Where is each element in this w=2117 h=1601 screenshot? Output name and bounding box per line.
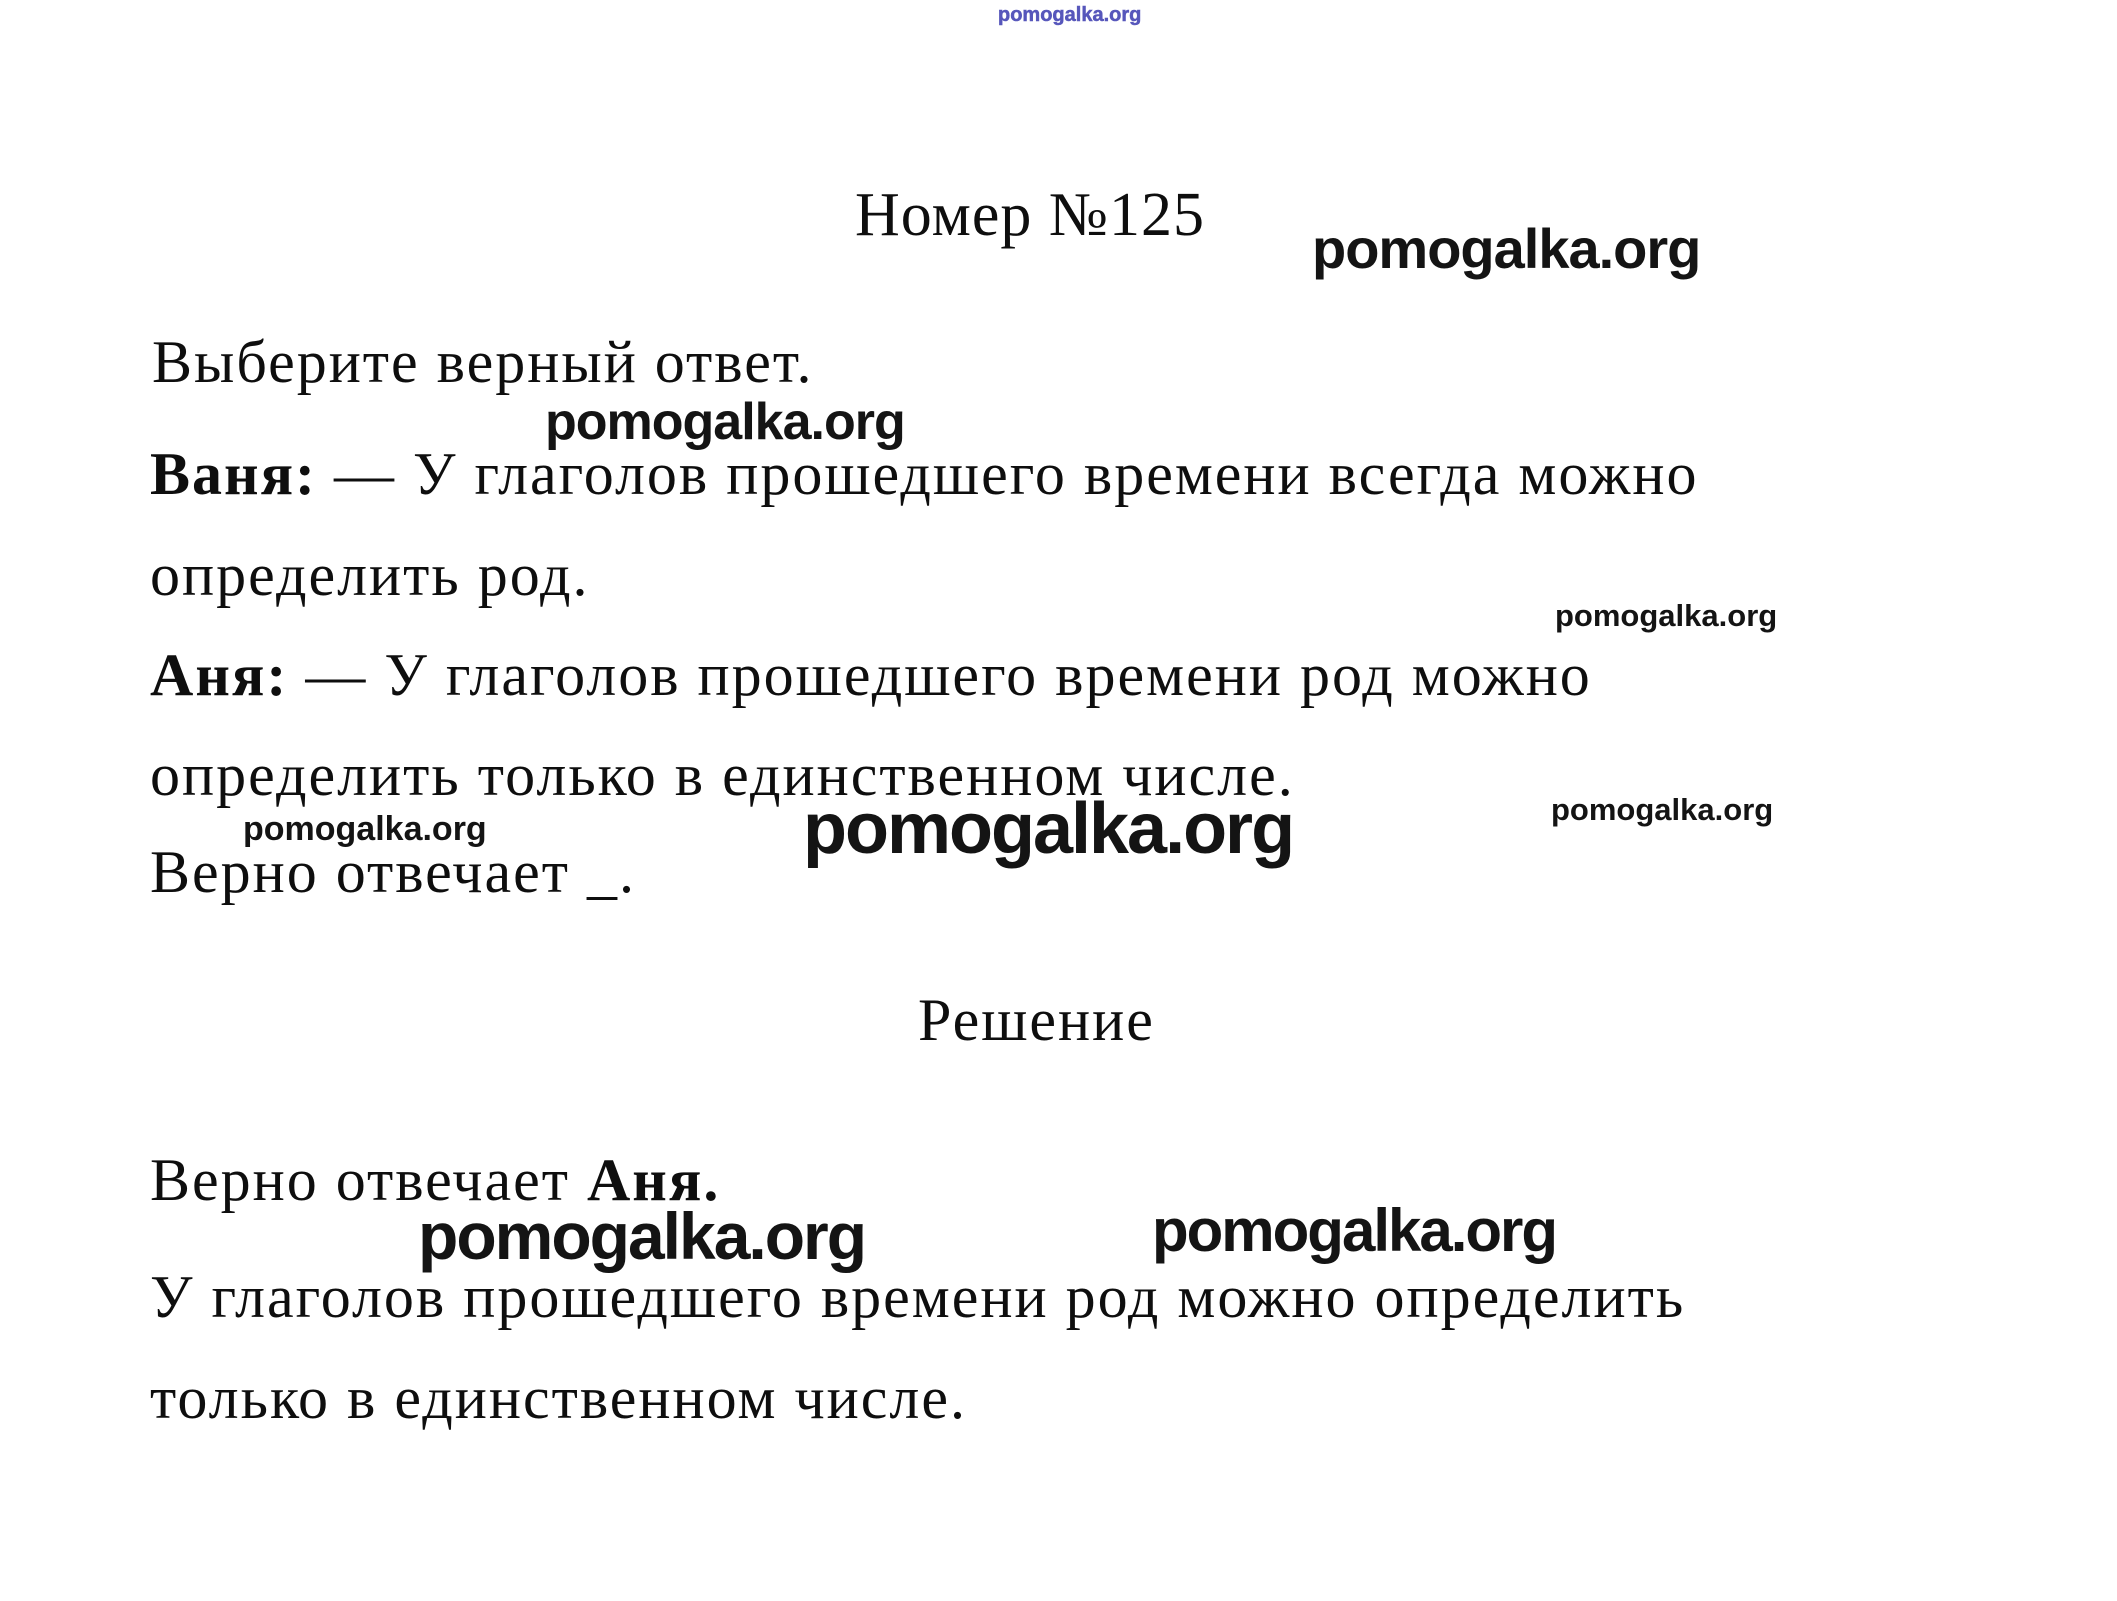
anya-text: — У глаголов прошедшего времени род можно bbox=[288, 642, 1592, 708]
vanya-text: — У глаголов прошедшего времени всегда можно bbox=[317, 441, 1699, 507]
problem-anya-line2: определить только в единственном числе. bbox=[150, 742, 1295, 808]
problem-intro: Выберите верный ответ. bbox=[152, 329, 814, 395]
solution-answer-prefix: Верно отвечает bbox=[150, 1147, 587, 1213]
problem-vanya-line2: определить род. bbox=[150, 542, 590, 608]
solution-explanation-line1: У глаголов прошедшего времени род можно определить bbox=[150, 1264, 1686, 1330]
watermark-solution-center: pomogalka.org bbox=[418, 1199, 866, 1273]
watermark-left-small: pomogalka.org bbox=[243, 810, 487, 848]
problem-anya-line bbox=[150, 641, 1592, 710]
watermark-right-small-2: pomogalka.org bbox=[1551, 792, 1774, 827]
watermark-solution-right: pomogalka.org bbox=[1152, 1197, 1557, 1264]
watermark-big-middle: pomogalka.org bbox=[803, 789, 1294, 869]
watermark-under-intro: pomogalka.org bbox=[545, 393, 905, 451]
page-title: Номер №125 bbox=[855, 181, 1206, 249]
solution-explanation-line2: только в единственном числе. bbox=[150, 1365, 967, 1431]
anya-label: Аня: bbox=[150, 642, 289, 708]
solution-heading: Решение bbox=[918, 987, 1155, 1053]
problem-vanya-line bbox=[150, 440, 1698, 509]
watermark-right-small-1: pomogalka.org bbox=[1555, 598, 1778, 633]
watermark-top: pomogalka.org bbox=[998, 4, 1142, 26]
solution-answer-bold: Аня. bbox=[586, 1147, 721, 1213]
answer-prompt: Верно отвечает _. bbox=[150, 839, 636, 905]
watermark-title-right: pomogalka.org bbox=[1312, 217, 1701, 280]
vanya-label: Ваня: bbox=[150, 441, 318, 507]
